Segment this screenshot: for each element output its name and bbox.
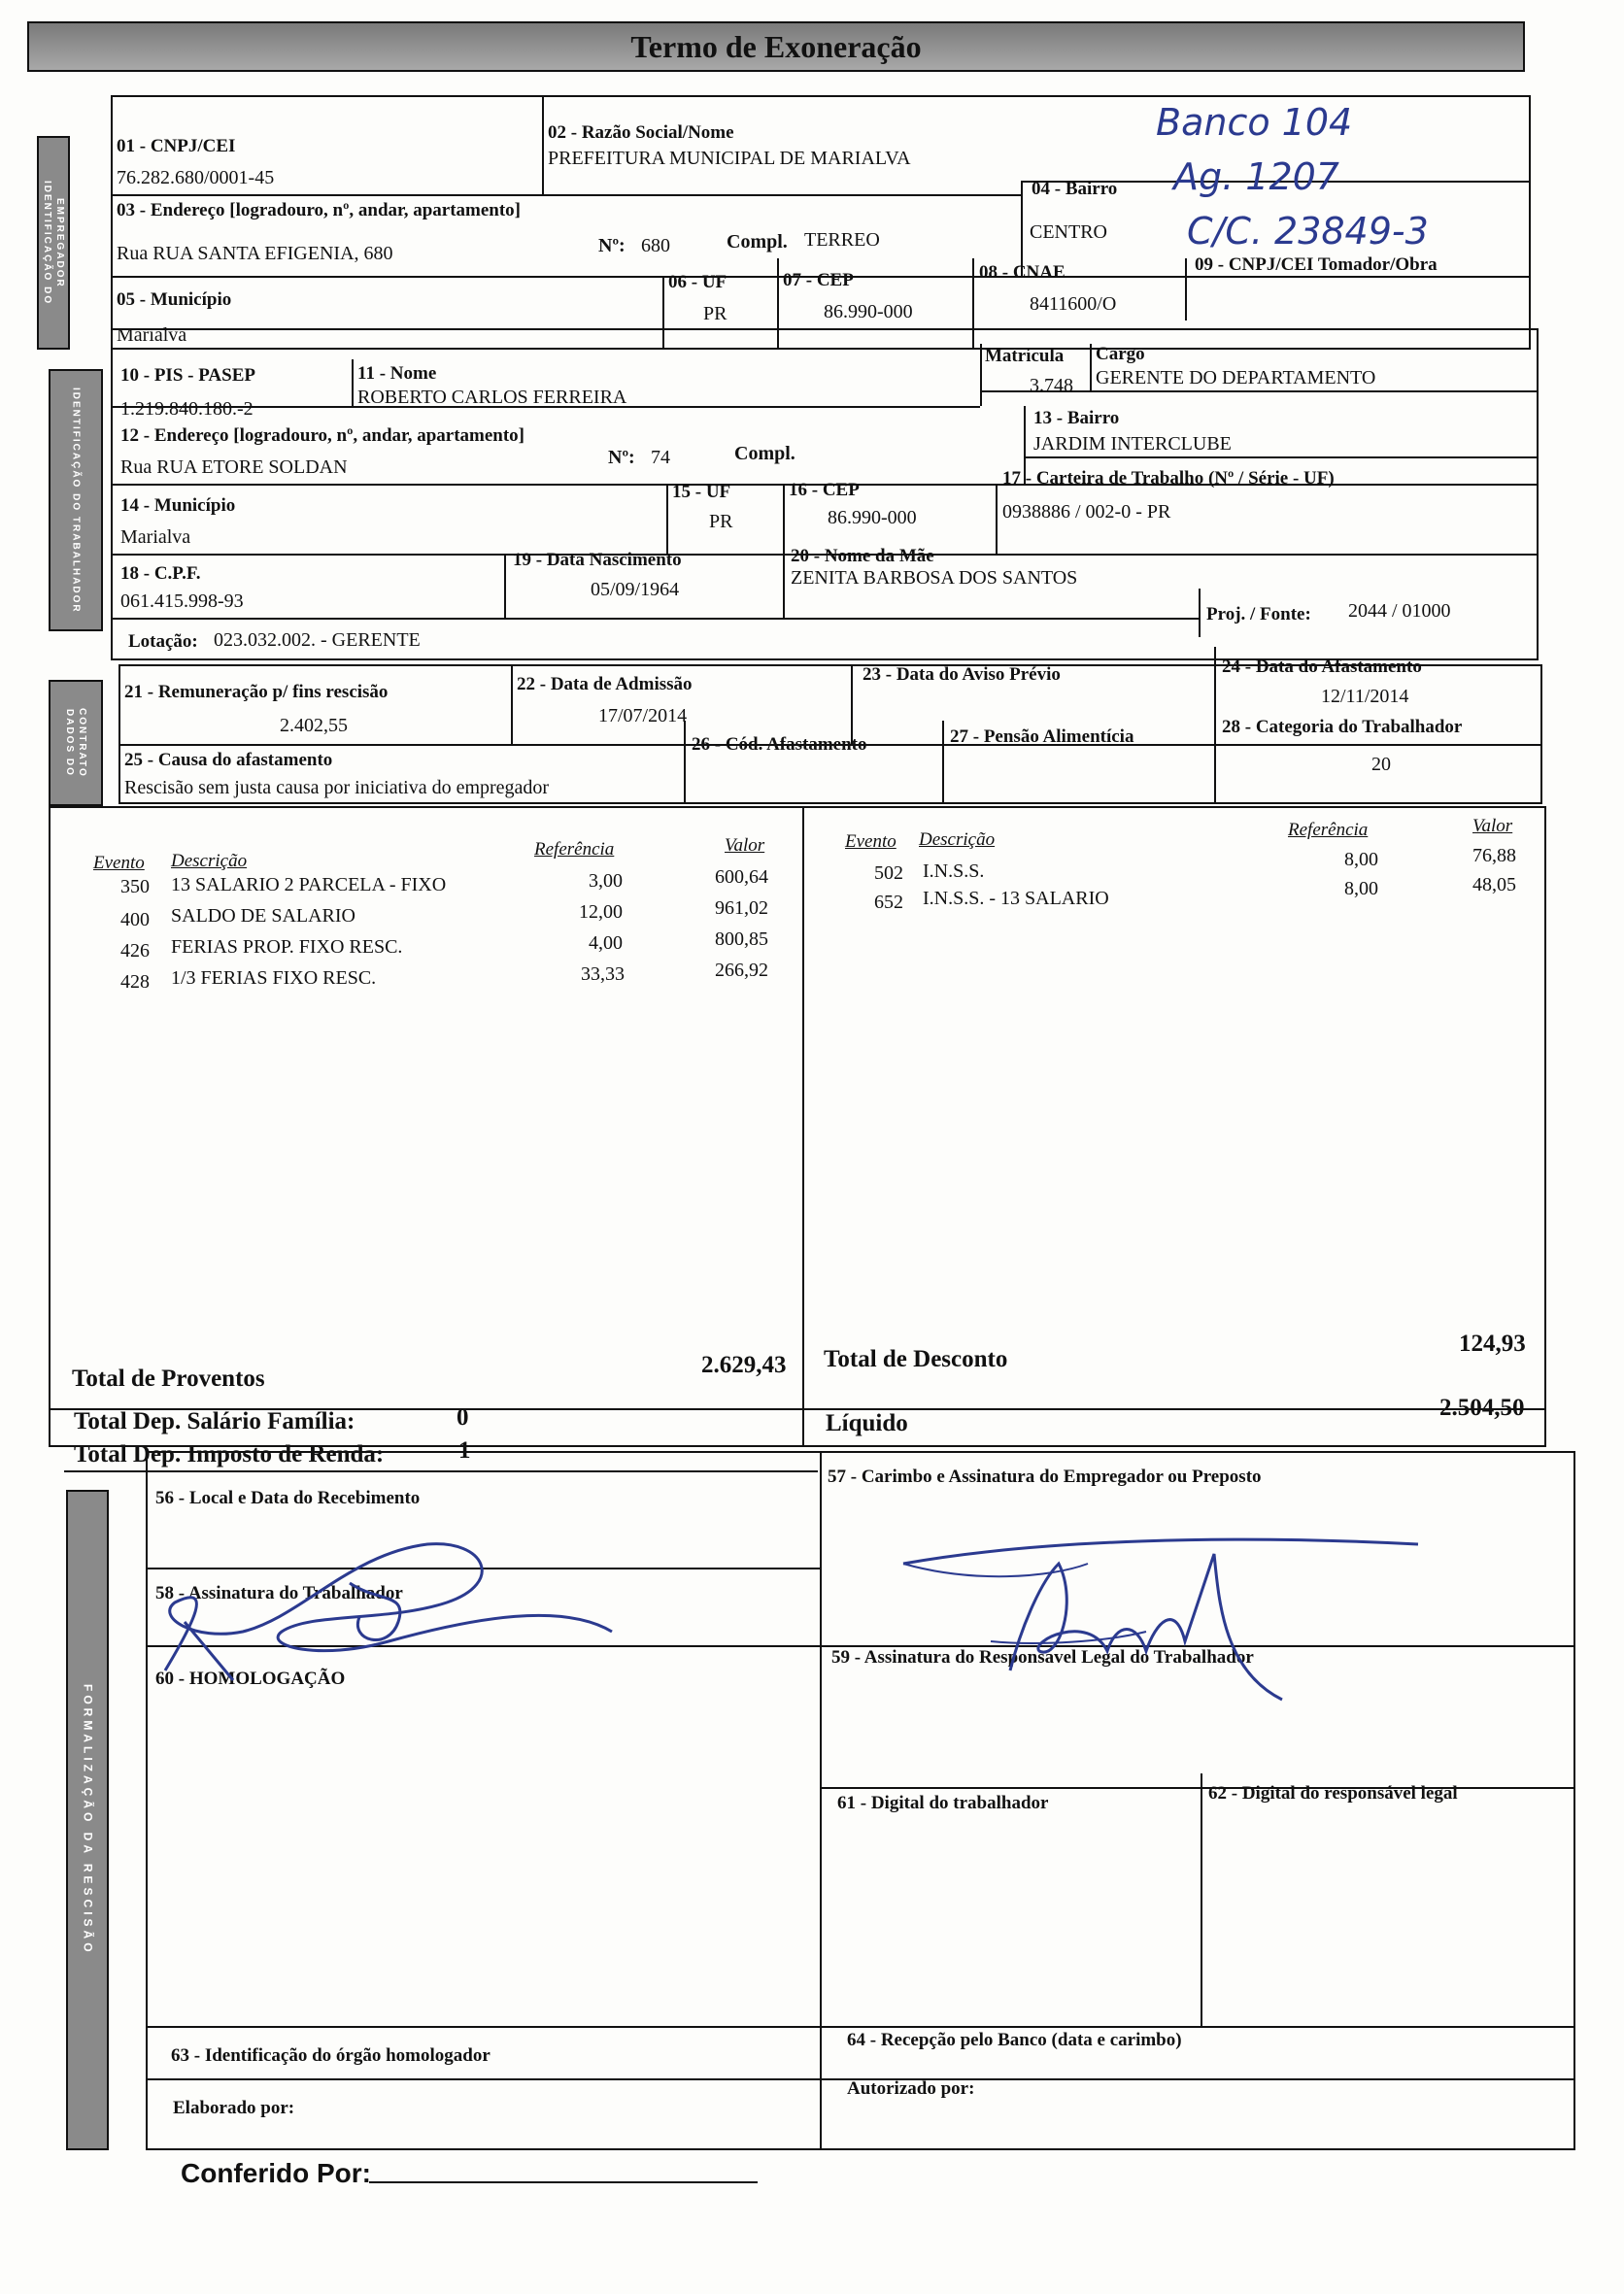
liquido-label: Líquido <box>826 1410 908 1436</box>
proj-fonte-value: 2044 / 01000 <box>1348 600 1451 622</box>
field-21-label: 21 - Remuneração p/ fins rescisão <box>124 682 389 702</box>
descontos-header-valor: Valor <box>1472 816 1513 836</box>
event-desc: 1/3 FERIAS FIXO RESC. <box>171 967 377 989</box>
familia-value: 0 <box>457 1404 469 1431</box>
event-ref: 3,00 <box>589 870 623 892</box>
liquido-value: 2.504,50 <box>1439 1395 1525 1421</box>
side-label-formalization: FORMALIZAÇÃO DA RESCISÃO <box>66 1490 109 2150</box>
cargo-label: Cargo <box>1096 344 1145 364</box>
field-01-value: 76.282.680/0001-45 <box>117 167 275 188</box>
field-10-value: 1.219.840.180.-2 <box>120 398 254 420</box>
event-code: 652 <box>874 892 903 913</box>
autorizado-label: Autorizado por: <box>847 2078 975 2099</box>
field-63-label: 63 - Identificação do órgão homologador <box>171 2045 491 2066</box>
field-28-label: 28 - Categoria do Trabalhador <box>1222 717 1463 737</box>
field-20-label: 20 - Nome da Mãe <box>791 546 934 566</box>
total-desconto-value: 124,93 <box>1459 1331 1526 1357</box>
worker-compl-label: Compl. <box>734 443 795 464</box>
field-01-label: 01 - CNPJ/CEI <box>117 136 236 156</box>
field-04-label: 04 - Bairro <box>1032 179 1118 199</box>
field-06-value: PR <box>703 303 727 324</box>
event-val: 76,88 <box>1472 845 1516 866</box>
event-code: 502 <box>874 862 903 884</box>
field-12-value: Rua RUA ETORE SOLDAN <box>120 456 348 478</box>
field-57-label: 57 - Carimbo e Assinatura do Empregador ou Preposto <box>828 1467 1262 1487</box>
field-11-label: 11 - Nome <box>357 363 437 384</box>
event-desc: SALDO DE SALARIO <box>171 905 355 927</box>
event-val: 800,85 <box>715 928 768 950</box>
matricula-value: 3.748 <box>1030 375 1073 396</box>
employer-signature <box>894 1525 1438 1709</box>
field-22-label: 22 - Data de Admissão <box>517 674 693 694</box>
event-desc: FERIAS PROP. FIXO RESC. <box>171 936 403 958</box>
field-07-label: 07 - CEP <box>783 270 854 290</box>
field-05-label: 05 - Município <box>117 289 232 310</box>
field-10-label: 10 - PIS - PASEP <box>120 365 255 386</box>
field-14-value: Marialva <box>120 526 191 548</box>
elaborado-label: Elaborado por: <box>173 2098 295 2118</box>
proventos-header-referencia: Referência <box>534 839 615 860</box>
side-label-employer: IDENTIFICAÇÃO DO EMPREGADOR <box>37 136 70 350</box>
descontos-header-referencia: Referência <box>1288 820 1369 840</box>
field-25-label: 25 - Causa do afastamento <box>124 750 333 770</box>
employer-compl-label: Compl. <box>727 231 788 253</box>
field-60-label: 60 - HOMOLOGAÇÃO <box>155 1669 346 1689</box>
field-17-label: 17 - Carteira de Trabalho (Nº / Série - UF) <box>1002 468 1335 489</box>
total-proventos-value: 2.629,43 <box>701 1352 787 1378</box>
event-val: 266,92 <box>715 960 768 981</box>
matricula-label: Matrícula <box>985 346 1065 366</box>
field-18-value: 061.415.998-93 <box>120 590 244 612</box>
familia-label: Total Dep. Salário Família: <box>74 1408 355 1434</box>
ir-label: Total Dep. Imposto de Renda: <box>74 1441 385 1467</box>
field-62-label: 62 - Digital do responsável legal <box>1208 1783 1458 1804</box>
conferido-label: Conferido Por: <box>181 2158 371 2188</box>
event-ref: 4,00 <box>589 932 623 954</box>
handwritten-agency: Ag. 1207 <box>1173 155 1339 198</box>
field-19-value: 05/09/1964 <box>591 579 680 600</box>
lotacao-label: Lotação: <box>128 631 198 652</box>
proventos-header-descricao: Descrição <box>171 851 248 871</box>
field-16-value: 86.990-000 <box>828 507 917 528</box>
cargo-value: GERENTE DO DEPARTAMENTO <box>1096 367 1376 388</box>
proventos-header-evento: Evento <box>93 853 145 873</box>
field-08-value: 8411600/O <box>1030 293 1117 315</box>
side-label-contract: DADOS DO CONTRATO <box>49 680 103 806</box>
field-15-value: PR <box>709 511 733 532</box>
field-06-label: 06 - UF <box>668 272 727 292</box>
page-title: Termo de Exoneração <box>630 29 922 64</box>
event-val: 48,05 <box>1472 874 1516 895</box>
total-desconto-label: Total de Desconto <box>824 1346 1008 1372</box>
field-59-label: 59 - Assinatura do Responsável Legal do Trabalhador <box>831 1647 1254 1668</box>
event-ref: 12,00 <box>579 901 623 923</box>
event-ref: 33,33 <box>581 963 625 985</box>
event-val: 600,64 <box>715 866 768 888</box>
field-56-label: 56 - Local e Data do Recebimento <box>155 1488 421 1508</box>
event-desc: I.N.S.S. <box>923 860 985 882</box>
field-08-label: 08 - CNAE <box>979 262 1066 283</box>
field-02-label: 02 - Razão Social/Nome <box>548 122 734 143</box>
field-03-value: Rua RUA SANTA EFIGENIA, 680 <box>117 243 393 264</box>
field-09-label: 09 - CNPJ/CEI Tomador/Obra <box>1195 254 1438 275</box>
event-desc: I.N.S.S. - 13 SALARIO <box>923 888 1109 909</box>
proventos-header-valor: Valor <box>725 835 765 856</box>
field-04-value: CENTRO <box>1030 221 1107 243</box>
field-05-value: Marialva <box>117 324 187 346</box>
field-13-label: 13 - Bairro <box>1033 408 1120 428</box>
employer-number-value: 680 <box>641 235 670 256</box>
event-code: 426 <box>120 940 150 961</box>
total-proventos-label: Total de Proventos <box>72 1366 265 1392</box>
side-label-worker: IDENTIFICAÇÃO DO TRABALHADOR <box>49 369 103 631</box>
field-18-label: 18 - C.P.F. <box>120 563 201 584</box>
field-17-value: 0938886 / 002-0 - PR <box>1002 501 1171 523</box>
field-28-value: 20 <box>1371 754 1391 775</box>
event-ref: 8,00 <box>1344 849 1378 870</box>
field-19-label: 19 - Data Nascimento <box>513 550 682 570</box>
field-24-label: 24 - Data do Afastamento <box>1222 657 1422 677</box>
events-section <box>49 806 1546 1447</box>
field-13-value: JARDIM INTERCLUBE <box>1033 433 1232 455</box>
field-25-value: Rescisão sem justa causa por iniciativa do empregador <box>124 777 550 798</box>
field-61-label: 61 - Digital do trabalhador <box>837 1793 1049 1813</box>
field-64-label: 64 - Recepção pelo Banco (data e carimbo) <box>847 2030 1182 2050</box>
field-03-label: 03 - Endereço [logradouro, nº, andar, apartamento] <box>117 200 522 220</box>
field-07-value: 86.990-000 <box>824 301 913 322</box>
descontos-header-evento: Evento <box>845 831 897 852</box>
event-val: 961,02 <box>715 897 768 919</box>
field-26-label: 26 - Cód. Afastamento <box>692 734 867 755</box>
employer-compl-value: TERREO <box>804 229 880 251</box>
field-58-label: 58 - Assinatura do Trabalhador <box>155 1583 403 1603</box>
field-20-value: ZENITA BARBOSA DOS SANTOS <box>791 567 1078 589</box>
event-code: 400 <box>120 909 150 930</box>
employer-number-label: Nº: <box>598 235 626 256</box>
conferido-line <box>369 2181 758 2183</box>
ir-value: 1 <box>458 1437 471 1464</box>
worker-number-label: Nº: <box>608 447 635 468</box>
field-27-label: 27 - Pensão Alimentícia <box>950 726 1134 747</box>
field-15-label: 15 - UF <box>672 482 731 502</box>
field-11-value: ROBERTO CARLOS FERREIRA <box>357 387 627 408</box>
handwritten-bank: Banco 104 <box>1156 101 1353 144</box>
lotacao-value: 023.032.002. - GERENTE <box>214 629 421 651</box>
title-bar <box>27 21 1525 72</box>
field-21-value: 2.402,55 <box>280 715 348 736</box>
field-02-value: PREFEITURA MUNICIPAL DE MARIALVA <box>548 148 911 169</box>
handwritten-account: C/C. 23849-3 <box>1187 210 1429 253</box>
field-14-label: 14 - Município <box>120 495 236 516</box>
event-ref: 8,00 <box>1344 878 1378 899</box>
proj-fonte-label: Proj. / Fonte: <box>1206 604 1311 624</box>
worker-number-value: 74 <box>651 447 670 468</box>
field-24-value: 12/11/2014 <box>1321 686 1409 707</box>
field-16-label: 16 - CEP <box>789 480 860 500</box>
field-23-label: 23 - Data do Aviso Prévio <box>863 664 1061 685</box>
event-desc: 13 SALARIO 2 PARCELA - FIXO <box>171 874 447 895</box>
field-22-value: 17/07/2014 <box>598 705 688 726</box>
event-code: 350 <box>120 876 150 897</box>
event-code: 428 <box>120 971 150 993</box>
descontos-header-descricao: Descrição <box>919 829 996 850</box>
worker-signature <box>155 1525 622 1690</box>
field-12-label: 12 - Endereço [logradouro, nº, andar, apartamento] <box>120 425 525 446</box>
